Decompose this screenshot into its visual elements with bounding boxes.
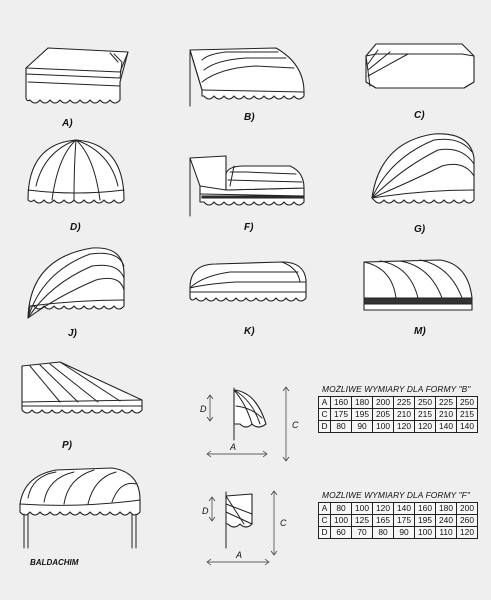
dim-a-label-f: A <box>236 550 243 560</box>
table-cell: 80 <box>331 421 352 433</box>
table-cell: 120 <box>394 421 415 433</box>
table-cell: 215 <box>457 409 478 421</box>
table-cell: 120 <box>457 527 478 539</box>
table-cell: 70 <box>352 527 373 539</box>
table-cell: 195 <box>352 409 373 421</box>
label-p: P) <box>62 440 72 451</box>
label-baldachim: BALDACHIM <box>30 558 79 567</box>
table-cell: 180 <box>352 397 373 409</box>
table-cell: 200 <box>457 503 478 515</box>
table-cell: 90 <box>352 421 373 433</box>
table-cell: 195 <box>415 515 436 527</box>
dim-c-label-f: C <box>280 518 287 528</box>
dim-d-label-f: D <box>202 506 209 516</box>
label-k: K) <box>244 326 255 337</box>
table-cell: 110 <box>436 527 457 539</box>
table-cell: 180 <box>436 503 457 515</box>
awning-m-sketch <box>358 254 478 318</box>
dim-c-label-b: C <box>292 420 299 430</box>
table-cell: 240 <box>436 515 457 527</box>
table-cell: 175 <box>331 409 352 421</box>
table-cell: 200 <box>373 397 394 409</box>
table-cell: 210 <box>436 409 457 421</box>
table-cell: 250 <box>415 397 436 409</box>
table-f <box>318 502 478 539</box>
table-row <box>319 527 478 539</box>
table-row <box>319 503 478 515</box>
label-j: J) <box>68 328 77 339</box>
awning-b-sketch <box>186 40 316 112</box>
table-cell: 260 <box>457 515 478 527</box>
table-cell: 60 <box>331 527 352 539</box>
table-cell: C <box>319 409 331 421</box>
table-cell: A <box>319 397 331 409</box>
label-f: F) <box>244 222 254 233</box>
awning-k-sketch <box>186 258 316 320</box>
table-cell: 125 <box>352 515 373 527</box>
table-cell: 80 <box>331 503 352 515</box>
table-row <box>319 515 478 527</box>
table-row <box>319 421 478 433</box>
label-a: A) <box>62 118 73 129</box>
label-m: M) <box>414 326 426 337</box>
awning-g-sketch <box>360 128 480 220</box>
table-cell: 100 <box>352 503 373 515</box>
table-cell: 210 <box>394 409 415 421</box>
table-f-title: MOŻLIWE WYMIARY DLA FORMY "F" <box>322 490 470 500</box>
awning-p-sketch <box>16 358 146 438</box>
table-cell: 140 <box>457 421 478 433</box>
table-cell: 215 <box>415 409 436 421</box>
table-cell: 120 <box>373 503 394 515</box>
label-b: B) <box>244 112 255 123</box>
table-cell: 160 <box>415 503 436 515</box>
table-b-title: MOŻLIWE WYMIARY DLA FORMY "B" <box>322 384 471 394</box>
table-row <box>319 409 478 421</box>
table-b <box>318 396 478 433</box>
dimension-diagram-b <box>196 382 306 472</box>
table-cell: 175 <box>394 515 415 527</box>
awning-f-sketch <box>186 150 316 222</box>
table-cell: 140 <box>436 421 457 433</box>
table-cell: C <box>319 515 331 527</box>
table-cell: 120 <box>415 421 436 433</box>
table-cell: 160 <box>331 397 352 409</box>
table-cell: 250 <box>457 397 478 409</box>
table-cell: 205 <box>373 409 394 421</box>
awning-a-sketch <box>18 42 138 114</box>
table-cell: 140 <box>394 503 415 515</box>
label-g: G) <box>414 224 426 235</box>
label-c: C) <box>414 110 425 121</box>
table-row <box>319 397 478 409</box>
table-cell: 90 <box>394 527 415 539</box>
table-cell: 225 <box>436 397 457 409</box>
dimension-diagram-f <box>196 488 306 568</box>
label-d: D) <box>70 222 81 233</box>
table-cell: D <box>319 527 331 539</box>
table-cell: 225 <box>394 397 415 409</box>
dim-a-label-b: A <box>230 442 237 452</box>
dim-d-label-b: D <box>200 404 207 414</box>
baldachim-sketch <box>16 462 146 548</box>
awning-j-sketch <box>20 244 130 330</box>
awning-d-sketch <box>22 136 132 218</box>
table-cell: 100 <box>373 421 394 433</box>
table-cell: A <box>319 503 331 515</box>
table-cell: 165 <box>373 515 394 527</box>
table-cell: 100 <box>415 527 436 539</box>
table-cell: D <box>319 421 331 433</box>
awning-c-sketch <box>362 40 477 100</box>
table-cell: 100 <box>331 515 352 527</box>
table-cell: 80 <box>373 527 394 539</box>
